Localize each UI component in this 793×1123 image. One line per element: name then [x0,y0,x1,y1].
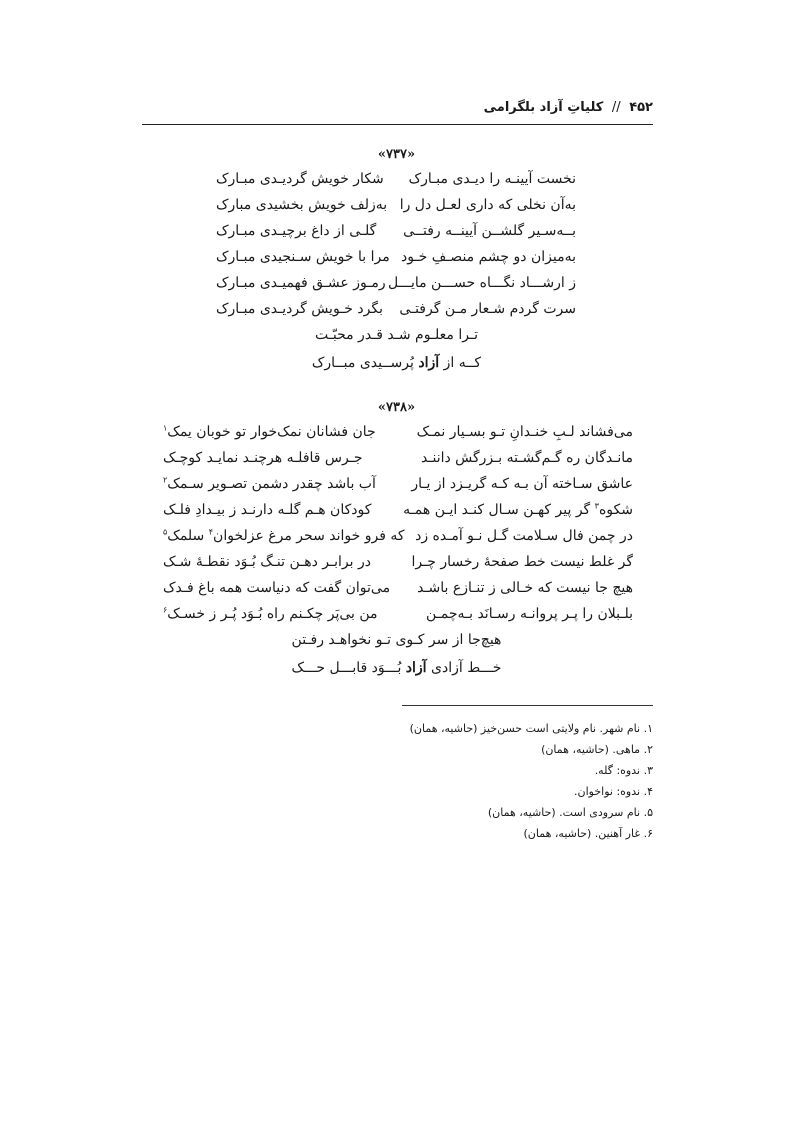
footnote-divider [402,705,653,706]
footnote-2: ۲. ماهی. (حاشیه، همان) [541,743,653,756]
hemistich-1: نخست آیینـه را دیـدی مبـارک [408,171,576,187]
hemistich-2 [163,602,378,626]
book-title: کلیاتِ آزاد بلگرامی [483,100,604,115]
header-separator: // [611,100,621,115]
hemistich-2: بگرد خـویش گردیـدی مبـارک [216,301,383,317]
hemistich-text: گر پیر کهـن سـال کنـد ایـن همـه [403,502,595,518]
hemistich-2 [163,472,376,496]
footnote-1: ۱. نام شهر. نام ولایتی است حسن‌خیز (حاشیه، همان) [409,722,653,735]
hemistich-2: در برابـر دهـن تنـگ بُـوَد نقطـهٔ شـک [163,554,371,570]
poem-737-closing-line-1: تـرا معلـوم شـد قـدر محبّـت [315,327,478,343]
closing-text: کــه از [443,355,482,371]
hemistich-2: جـرس قافلـه هرچنـد نمایـد کوچـک [163,450,363,466]
poem-738-closing-line-1: هیچ‌جا از سر کـوی تـو نخواهـد رفـتن [291,632,502,648]
hemistich-2: گلـی از داغ برچیـدی مبـارک [216,223,377,239]
hemistich-text: که فرو خواند سحر مرغ عزلخوان [213,528,405,544]
closing-text: بُـــوَد قابـــل حـــک [291,660,402,676]
hemistich-text: سلمک [167,528,209,544]
hemistich-1: بــه‌سـیر گلشــن آیینــه رفتــی [403,223,576,239]
closing-text: خـــط آزادی [431,660,502,676]
poem-737-couplet-6 [216,297,576,321]
footnote-4: ۴. ندوه: نواخوان. [574,785,653,798]
page-number: ۴۵۲ [629,100,653,115]
poem-737-couplet-2 [216,193,576,217]
footnote-3: ۳. ندوه: گله. [594,764,653,777]
poem-737-couplet-4 [216,245,576,269]
footnote-ref: ۵ [163,527,168,537]
hemistich-2 [163,524,405,548]
hemistich-1: گر غلط نیست خط صفحهٔ رخسار چـرا [411,554,633,570]
footnote-ref: ۴ [208,527,214,537]
hemistich-text: شکوه [598,502,633,518]
hemistich-1: بلـبلان را پـر پروانـه رسـانَد بـه‌چمـن [425,606,633,622]
hemistich-1 [403,498,633,522]
poem-737-couplet-3 [216,219,576,243]
poem-737-couplet-5 [216,271,576,295]
footnotes [253,718,653,844]
hemistich-1: سرت گردم شـعار مـن گرفتـی [399,301,576,317]
hemistich-text: جان فشانان نمک‌خوار تو خوبان یمک [167,424,376,440]
hemistich-text: من بی‌پَر چکـنم راه بُـوَد پُـر ز خسـک [167,606,378,622]
poem-737-couplet-1 [216,167,576,191]
poem-737-closing-line-2 [0,351,793,375]
footnote-5: ۵. نام سرودی است. (حاشیه، همان) [487,806,653,819]
poem-738-number: «۷۳۸» [377,400,416,415]
hemistich-2: می‌توان گفت که دنیاست همه باغ فـدک [163,580,391,596]
hemistich-1: هیچ جا نیست که خـالی ز تنـازع باشـد [417,580,633,596]
footnote-ref: ۶ [163,605,168,615]
poem-737-number: «۷۳۷» [377,147,416,162]
poem-738-couplet-4 [163,498,633,522]
hemistich-1: به‌میزان دو چشم منصـفِ خـود [401,249,576,265]
hemistich-1: به‌آن نخلی که داری لعـل دل را [399,197,576,213]
poem-738-couplet-3 [163,472,633,496]
footnote-ref: ۳ [594,501,599,511]
hemistich-2: به‌زلف خویش بخشیدی مبارک [216,197,388,213]
poem-738-closing-line-2 [0,656,793,680]
footnote-ref: ۱ [163,423,168,433]
poet-name: آزاد [418,355,440,371]
hemistich-1: ز ارشـــاد نگـــاه حســـن مایـــل [388,275,576,291]
poem-738-couplet-6 [163,550,633,574]
hemistich-1: عاشق سـاخته آن بـه کـه گریـزد از یـار [411,476,633,492]
hemistich-2 [163,420,376,444]
poet-name: آزاد [405,660,427,676]
hemistich-2: رمـوز عشـق فهمیـدی مبـارک [216,275,386,291]
poem-738-couplet-1 [163,420,633,444]
hemistich-2: مرا با خویش سـنجیدی مبـارک [216,249,390,265]
footnote-ref: ۲ [163,475,168,485]
footnote-6: ۶. غار آهنین. (حاشیه، همان) [523,827,653,840]
hemistich-2: شکار خویش گردیـدی مبـارک [216,171,384,187]
hemistich-1: می‌فشاند لـبِ خنـدانِ تـو بسـیار نمـک [416,424,633,440]
poem-738-couplet-7 [163,576,633,600]
running-header [142,96,653,125]
poem-738-couplet-8 [163,602,633,626]
closing-text: پُرســیدی مبــارک [311,355,414,371]
hemistich-2: کودکان هـم گلـه دارنـد ز بیـدادِ فلـک [163,502,372,518]
hemistich-1: مانـدگان ره گـم‌گشـته بـزرگش داننـد [421,450,633,466]
hemistich-text: آب باشد چقدر دشمن تصـویر سـمک [167,476,376,492]
hemistich-1: در چمن فال سـلامت گـل نـو آمـده زد [415,528,633,544]
poem-738-couplet-2 [163,446,633,470]
running-header-text [484,100,653,115]
poem-738-couplet-5 [163,524,633,548]
